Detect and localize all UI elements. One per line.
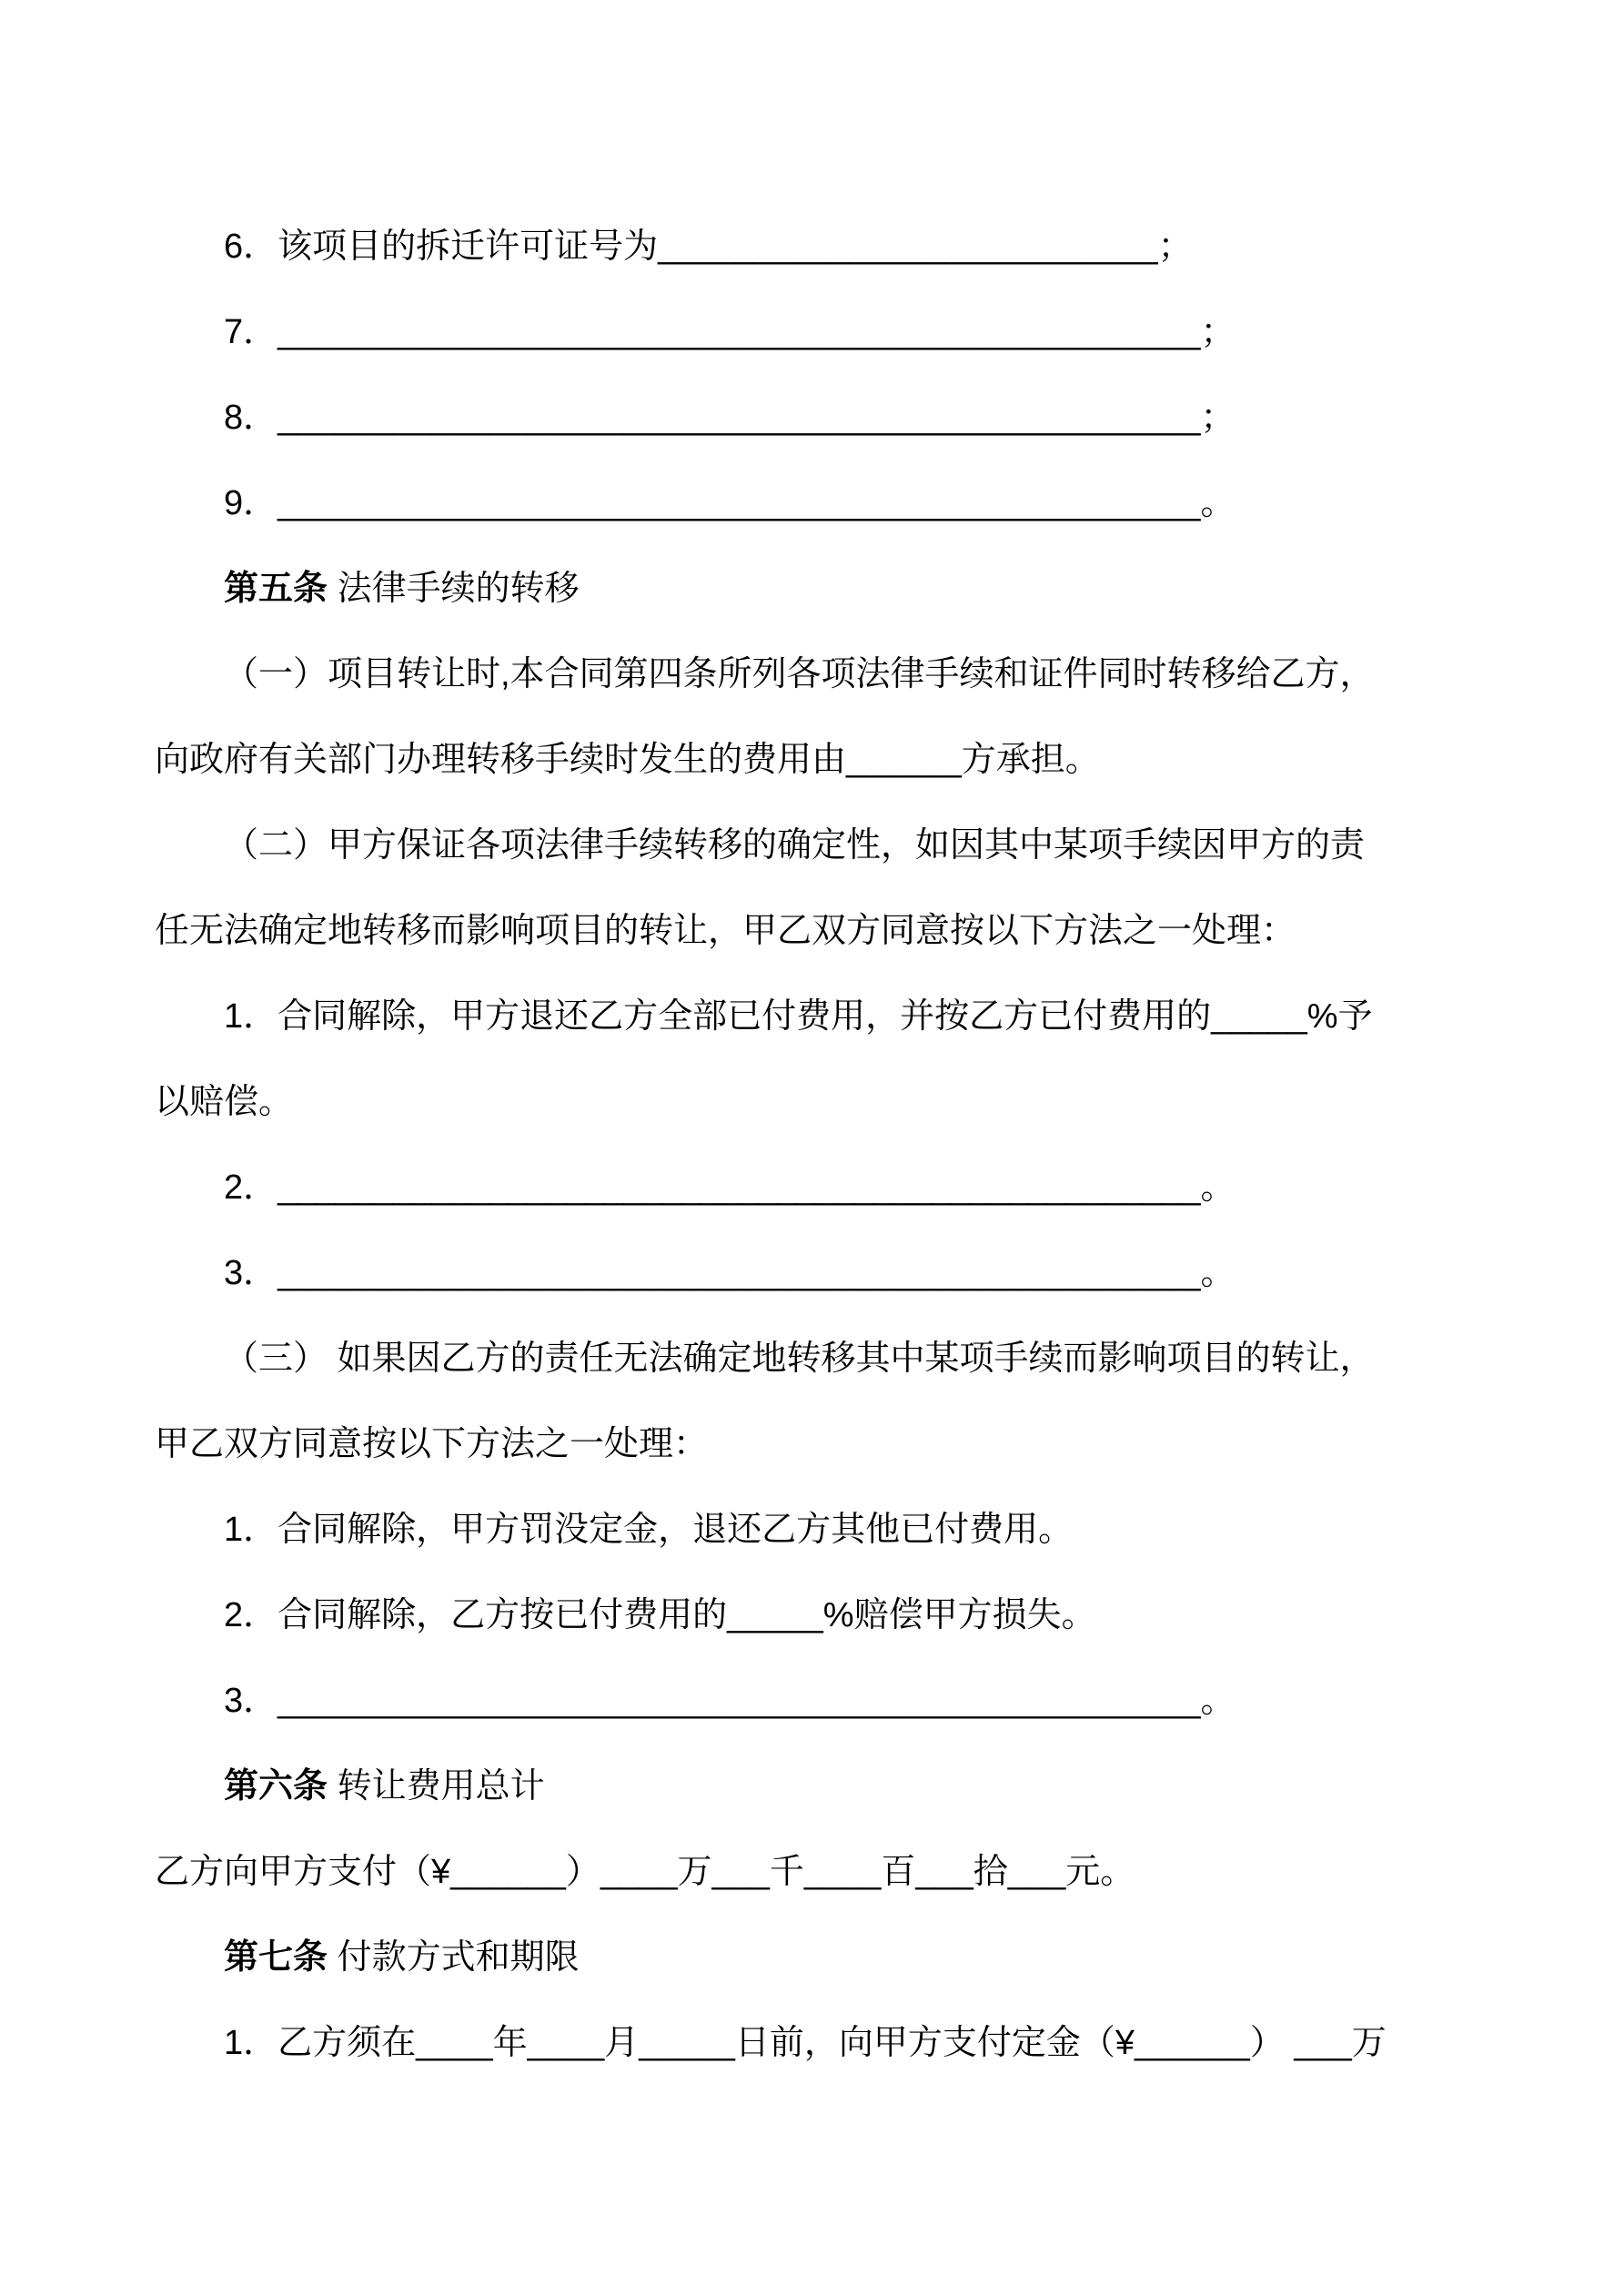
document-line (155, 1658, 1469, 1744)
document-line (155, 717, 1469, 803)
text-segment: 2．________________________________________________。 (224, 1168, 1236, 1207)
document-line (155, 888, 1469, 974)
text-segment: 6．该项目的拆迁许可证号为__________________________； (224, 228, 1193, 266)
document-line (155, 1316, 1469, 1401)
text-segment: 1．合同解除，甲方退还乙方全部已付费用，并按乙方已付费用的_____%予 (224, 997, 1373, 1036)
document-line (155, 1059, 1469, 1145)
document-line (155, 1145, 1469, 1230)
text-segment: 3．________________________________________________。 (224, 1682, 1236, 1720)
text-segment: （二）甲方保证各项法律手续转移的确定性，如因其中某项手续因甲方的责 (224, 826, 1366, 865)
document-line (155, 1230, 1469, 1316)
text-segment: （一）项目转让时,本合同第四条所列各项法律手续和证件同时转移给乙方， (224, 655, 1375, 693)
document-line (155, 974, 1469, 1059)
document-line (155, 632, 1469, 717)
document-line (155, 375, 1469, 460)
document-line (155, 546, 1469, 632)
document-line (155, 204, 1469, 289)
clause-heading-number: 第六条 (224, 1767, 328, 1805)
text-segment: 以赔偿。 (155, 1083, 294, 1121)
text-segment: 1．乙方须在____年____月_____日前，向甲方支付定金（¥______） ___万 (224, 2024, 1387, 2062)
text-segment: 向政府有关部门办理转移手续时发生的费用由______方承担。 (155, 741, 1100, 779)
document-line (155, 803, 1469, 888)
document-line (155, 1915, 1469, 2000)
document-line (155, 460, 1469, 546)
text-segment: 转让费用总计 (328, 1767, 545, 1805)
document-line (155, 1744, 1469, 1829)
text-segment: 甲乙双方同意按以下方法之一处理： (155, 1425, 709, 1463)
text-segment: 付款方式和期限 (328, 1938, 580, 1977)
text-segment: 2．合同解除，乙方按已付费用的_____%赔偿甲方损失。 (224, 1596, 1096, 1634)
document-line (155, 289, 1469, 375)
text-segment: 1．合同解除，甲方罚没定金，退还乙方其他已付费用。 (224, 1511, 1074, 1549)
text-segment: 3．________________________________________________。 (224, 1254, 1236, 1292)
clause-heading-number: 第五条 (224, 570, 328, 608)
text-segment: 9．________________________________________________。 (224, 484, 1236, 522)
document-line (155, 1487, 1469, 1573)
document-line (155, 1573, 1469, 1658)
document-line (155, 2000, 1469, 2086)
text-segment: 8．________________________________________________； (224, 399, 1236, 437)
text-segment: 任无法确定地转移而影响项目的转让，甲乙双方同意按以下方法之一处理： (155, 912, 1296, 950)
clause-heading-number: 第七条 (224, 1938, 328, 1977)
document-line (155, 1401, 1469, 1487)
document-line (155, 1829, 1469, 1915)
text-segment: 7．________________________________________________； (224, 313, 1236, 351)
text-segment: （三） 如果因乙方的责任无法确定地转移其中某项手续而影响项目的转让， (224, 1340, 1375, 1378)
text-segment: 法律手续的转移 (328, 570, 580, 608)
text-segment: 乙方向甲方支付（¥______）____万___千____百___拾___元。 (155, 1853, 1135, 1891)
